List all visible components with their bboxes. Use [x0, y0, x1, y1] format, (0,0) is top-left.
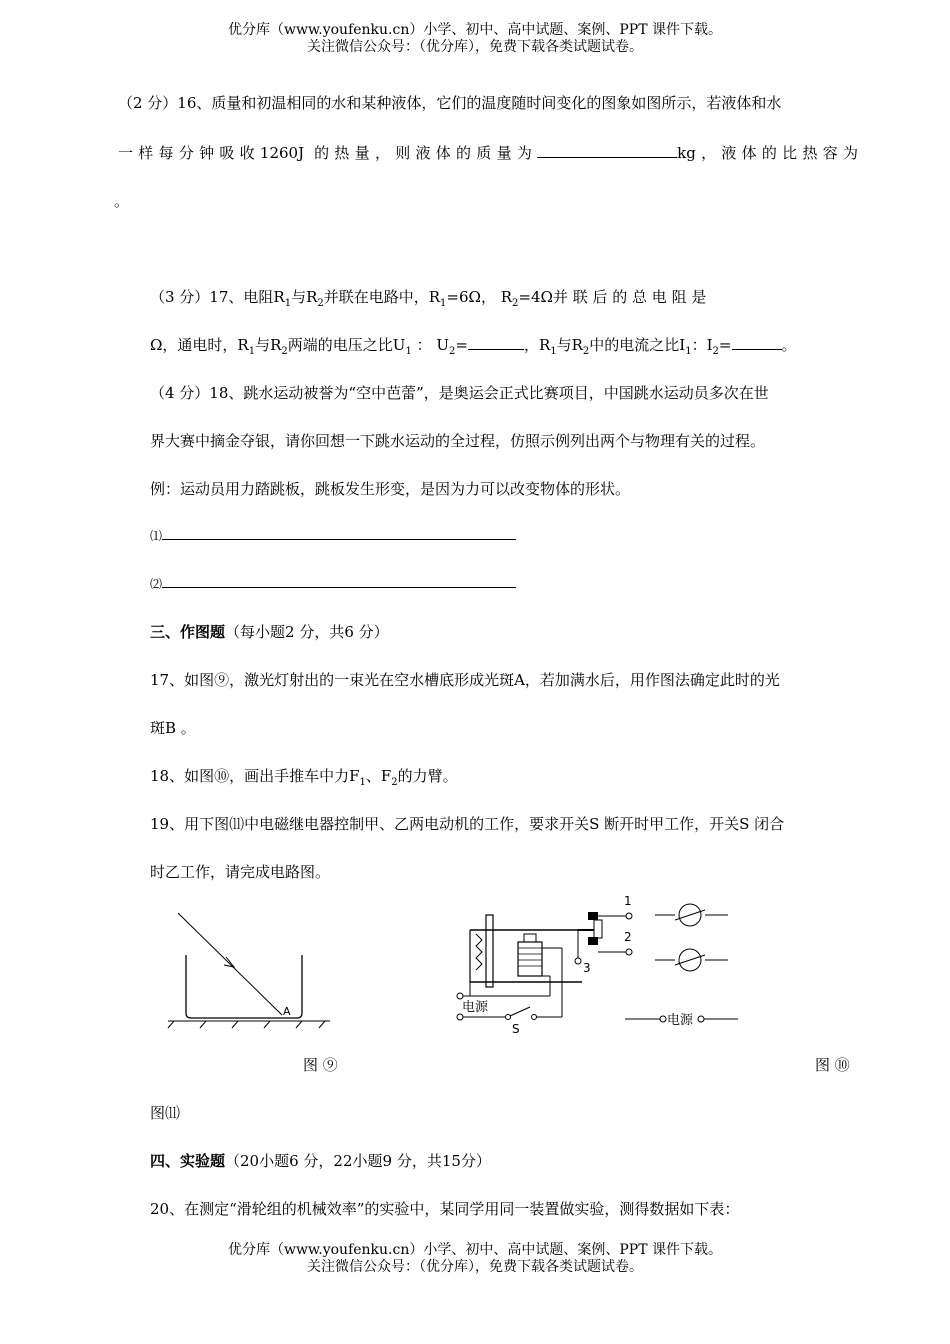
q17-l2-t3: 两端的电压之比U [287, 336, 406, 354]
footer-line-2: 关注微信公众号：（优分库），免费下载各类试题试卷。 [307, 1259, 643, 1275]
fig11-power-label: 电源 [462, 1000, 489, 1015]
q16-line-2-a: 一样每分钟吸收1260J 的热量，则液体的质量为 [118, 144, 538, 162]
terminal-2[interactable] [626, 949, 632, 955]
q17-l2-t7: 与R [556, 336, 583, 354]
q18-item-2-label: ⑵ [150, 577, 163, 591]
q17-l2-sub6: 2 [582, 346, 590, 357]
q17-t5: =4Ω并 联 后 的 总 电 阻 是 [518, 288, 707, 306]
q17-line-1 [150, 286, 856, 309]
q17-t2: 与R [291, 288, 318, 306]
q17-sub4: 2 [512, 298, 519, 309]
power-terminal-a[interactable] [457, 993, 463, 999]
q17-l2-sub5: 1 [550, 346, 557, 357]
figure-9 [160, 905, 340, 1030]
q18-item-1-label: ⑴ [150, 529, 163, 543]
section-4-heading [150, 1150, 491, 1171]
caption-figure-9: 图 ⑨ [303, 1056, 338, 1074]
electromagnet-coil [518, 942, 542, 976]
ground-hatching [168, 1021, 325, 1028]
caption-figure-10: 图 ⑩ [815, 1056, 850, 1074]
spring-icon [476, 934, 482, 970]
q16-line-2-b: kg，液体的比热容为 [677, 144, 858, 162]
terminal-1-label: 1 [624, 894, 632, 908]
section-4-title: 四、实验题 [150, 1152, 226, 1170]
q17-l2-t11: 。 [781, 336, 797, 354]
beam-arrow-icon [224, 957, 234, 967]
contact-upper [588, 912, 598, 920]
q17-l2-sub3: 1 [405, 346, 412, 357]
fig9-point-a: A [283, 1005, 291, 1018]
q18-item-2 [150, 573, 516, 592]
caption-figure-11: 图⑾ [150, 1104, 181, 1122]
q17-l2-sub7: 1 [685, 346, 692, 357]
q18-line-2: 界大赛中摘金夺银，请你回想一下跳水运动的全过程，仿照示例列出两个与物理有关的过程。 [150, 432, 766, 450]
p18-t3: 的力臂。 [397, 767, 458, 785]
laser-beam [178, 913, 282, 1015]
q17-line-2 [150, 334, 797, 357]
q16-line-2 [118, 142, 858, 163]
p18-t2: 、F [365, 767, 392, 785]
q18-example: 例：运动员用力踏跳板，跳板发生形变，是因为力可以改变物体的形状。 [150, 480, 631, 498]
q17-sub1: 1 [284, 298, 292, 309]
q17-l2-t8: 中的电流之比I [589, 336, 686, 354]
q17-l2-sub4: 2 [449, 346, 456, 357]
q17-l2-t6: ，R [523, 336, 551, 354]
p17-line-1: 17、如图⑨，激光灯射出的一束光在空水槽底形成光斑A，若加满水后，用作图法确定此时的光 [150, 671, 780, 689]
terminal-3[interactable] [575, 958, 581, 964]
q18-item-2-blank[interactable] [162, 573, 516, 588]
power2-terminal-a[interactable] [660, 1016, 666, 1022]
q17-sub3: 1 [440, 298, 447, 309]
q17-current-ratio-blank[interactable] [732, 335, 782, 350]
q17-l2-sub2: 2 [281, 346, 288, 357]
terminal-1[interactable] [626, 913, 632, 919]
q17-t1: （3 分）17、电阻R [150, 288, 285, 306]
relay-post [486, 915, 493, 987]
section-3-title: 三、作图题 [150, 623, 226, 641]
q17-t4: =6Ω， R [446, 288, 513, 306]
q18-item-1-blank[interactable] [162, 525, 516, 540]
footer-line-1: 优分库（www.youfenku.cn）小学、初中、高中试题、案例、PPT 课件下载。 [227, 1242, 722, 1258]
p20-line-1: 20、在测定“滑轮组的机械效率”的实验中，某同学用同一装置做实验，测得数据如下表： [150, 1200, 740, 1218]
header-line-1: 优分库（www.youfenku.cn）小学、初中、高中试题、案例、PPT 课件下载。 [227, 22, 722, 38]
p19-line-1: 19、用下图⑾中电磁继电器控制甲、乙两电动机的工作，要求开关S 断开时甲工作，开关S 闭合 [150, 815, 785, 833]
q17-voltage-ratio-blank[interactable] [468, 335, 524, 350]
q17-l2-sub1: 1 [248, 346, 256, 357]
p18-t1: 18、如图⑩，画出手推车中力F [150, 767, 360, 785]
fig11-power2-label: 电源 [667, 1013, 694, 1028]
switch-s[interactable] [510, 1007, 530, 1016]
header-line-2: 关注微信公众号：（优分库），免费下载各类试题试卷。 [307, 39, 643, 55]
q16-line-1: （2 分）16、质量和初温相同的水和某种液体，它们的温度随时间变化的图象如图所示，若液体和水 [118, 94, 782, 112]
q18-item-1 [150, 525, 516, 544]
q17-l2-t2: 与R [255, 336, 282, 354]
q17-l2-sub8: 2 [712, 346, 719, 357]
p18-sub1: 1 [359, 777, 366, 788]
q16-line-3: 。 [114, 192, 130, 210]
fig11-switch-label: S [512, 1022, 520, 1035]
section-3-note: （每小题2 分，共6 分） [225, 623, 389, 641]
q17-t3: 并联在电路中，R [323, 288, 441, 306]
q18-line-1: （4 分）18、跳水运动被誉为“空中芭蕾”，是奥运会正式比赛项目，中国跳水运动员多次在世 [150, 384, 769, 402]
q17-l2-t4: ： U [411, 336, 449, 354]
q17-l2-t1: Ω，通电时，R [150, 336, 249, 354]
power2-terminal-b[interactable] [698, 1016, 704, 1022]
terminal-2-label: 2 [624, 930, 632, 944]
q17-l2-t9: ：I [691, 336, 713, 354]
section-4-note: （20小题6 分，22小题9 分，共15分） [225, 1152, 491, 1170]
power-terminal-b[interactable] [457, 1014, 463, 1020]
figure-11 [450, 890, 750, 1035]
p17-line-2: 斑B 。 [150, 719, 196, 737]
p18-line [150, 765, 458, 788]
terminal-3-label: 3 [583, 961, 591, 975]
section-3-heading [150, 621, 389, 642]
q17-sub2: 2 [317, 298, 324, 309]
p19-line-2: 时乙工作，请完成电路图。 [150, 863, 331, 881]
q16-mass-blank[interactable] [537, 143, 677, 158]
q17-l2-t5: = [455, 336, 468, 354]
p18-sub2: 2 [391, 777, 398, 788]
q17-l2-t10: = [718, 336, 732, 354]
